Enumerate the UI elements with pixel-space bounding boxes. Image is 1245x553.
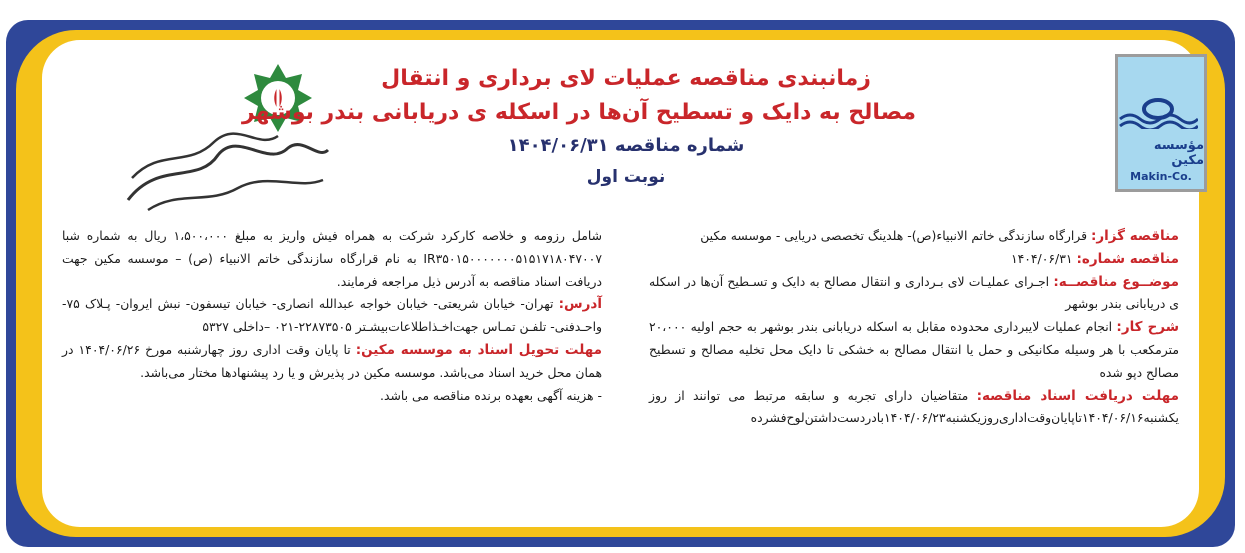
tender-round: نوبت اول: [586, 167, 666, 187]
intro-paragraph: شامل رزومه و خلاصه کارکرد شرکت به همراه فیش واریز به مبلغ ۱،۵۰۰،۰۰۰ ریال به شماره شبا IR۳۵۰۱۵۰۰۰۰۰۰۰۵۱۵۱۷۱۸۰۴۷۰۰۷ به نام قرارگاه سازندگی خاتم الانبیاء (ص) – موسسه مکین جهت دریافت اسناد مناقصه به آدرس ذیل مراجعه فرمایند.: [62, 228, 603, 289]
logo-name-fa: مؤسسه مکین: [1153, 138, 1204, 168]
delivery-paragraph: [62, 339, 602, 385]
outer-frame: [6, 20, 1235, 547]
title-line-2: مصالح به دایک و تسطیح آن‌ها در اسکله ی دریابانی بندر بوشهر: [241, 100, 916, 125]
number-paragraph: [649, 248, 1179, 271]
left-column: [62, 225, 602, 407]
description-value: انجام عملیات لایبرداری محدوده مقابل به اسکله دریابانی بندر بوشهر به حجم اولیه ۲۰،۰۰۰ مترمکعب با هر وسیله مکانیکی و حمل یا انتقال مصالح به خشکی تا دایک محل تخلیه مصالح و تسطیح مصالح دپو شده: [649, 319, 1179, 380]
makin-logo: [1115, 54, 1207, 192]
emblem-icon: [118, 50, 338, 220]
subject-paragraph: [649, 271, 1179, 317]
delivery-value: تا پایان وقت اداری روز چهارشنبه مورخ ۱۴۰۴/۰۶/۲۶ در همان محل خرید اسناد می‌باشد. موسسه مکین در پذیرش و یا رد پیشنهادها مختار می‌باشد.: [62, 341, 602, 380]
cost-note: - هزینه آگهی بعهده برنده مناقصه می باشد.: [380, 387, 602, 403]
waves-icon: [1118, 95, 1198, 129]
right-column: [649, 225, 1179, 430]
description-label: شرح کار:: [1116, 319, 1179, 336]
address-paragraph: [62, 293, 602, 339]
deadline-paragraph: [649, 385, 1179, 431]
number-label: مناقصه شماره:: [1076, 250, 1179, 267]
address-label: آدرس:: [558, 296, 602, 313]
logo-name-en: Makin-Co.: [1130, 170, 1192, 183]
header: [241, 62, 916, 192]
description-paragraph: [649, 316, 1179, 384]
subject-label: موضــوع مناقصــه:: [1053, 273, 1179, 290]
tenderer-value: قرارگاه سازندگی خاتم الانبیاء(ص)- هلدینگ تخصصی دریایی - موسسه مکین: [700, 228, 1088, 243]
deadline-value: متقاضیان دارای تجربه و سابقه مرتبط می توانند از روز یکشنبه۱۴۰۴/۰۶/۱۶تاپایان‌وقت‌اداری‌روزیکشنبه۱۴۰۴/۰۶/۲۳بادردست‌داشتن‌لوح‌فشرده: [649, 387, 1179, 426]
tenderer-paragraph: [649, 225, 1179, 248]
number-value: ۱۴۰۴/۰۶/۳۱: [1010, 250, 1073, 266]
subject-value: اجـرای عملیـات لای بـرداری و انتقال مصالح به دایک و تسـطیح آن‌ها در اسکله ی دریابانی بندر بوشهر: [649, 273, 1179, 312]
deadline-label: مهلت دریافت اسناد مناقصه:: [976, 387, 1179, 404]
tenderer-label: مناقصه گزار:: [1090, 228, 1179, 244]
tender-number: شماره مناقصه ۱۴۰۴/۰۶/۳۱: [507, 135, 745, 156]
title-line-1: زمانبندی مناقصه عملیات لای برداری و انتقال: [381, 66, 871, 91]
address-value: تهران- خیابان شریعتی- خیابان خواجه عبدالله انصاری- خیابان تیسفون- نبش ایروان- پـلاک ۷۵- واحـدفنی- تلفـن تمـاس جهت‌اخـذ‌اطلاعات‌بیشـتر ۲۲۸۷۳۵۰۵-۰۲۱ –داخلی ۵۳۲۷: [62, 296, 602, 335]
delivery-label: مهلت تحویل اسناد به موسسه مکین:: [355, 341, 602, 358]
khatam-emblem: [118, 50, 338, 220]
